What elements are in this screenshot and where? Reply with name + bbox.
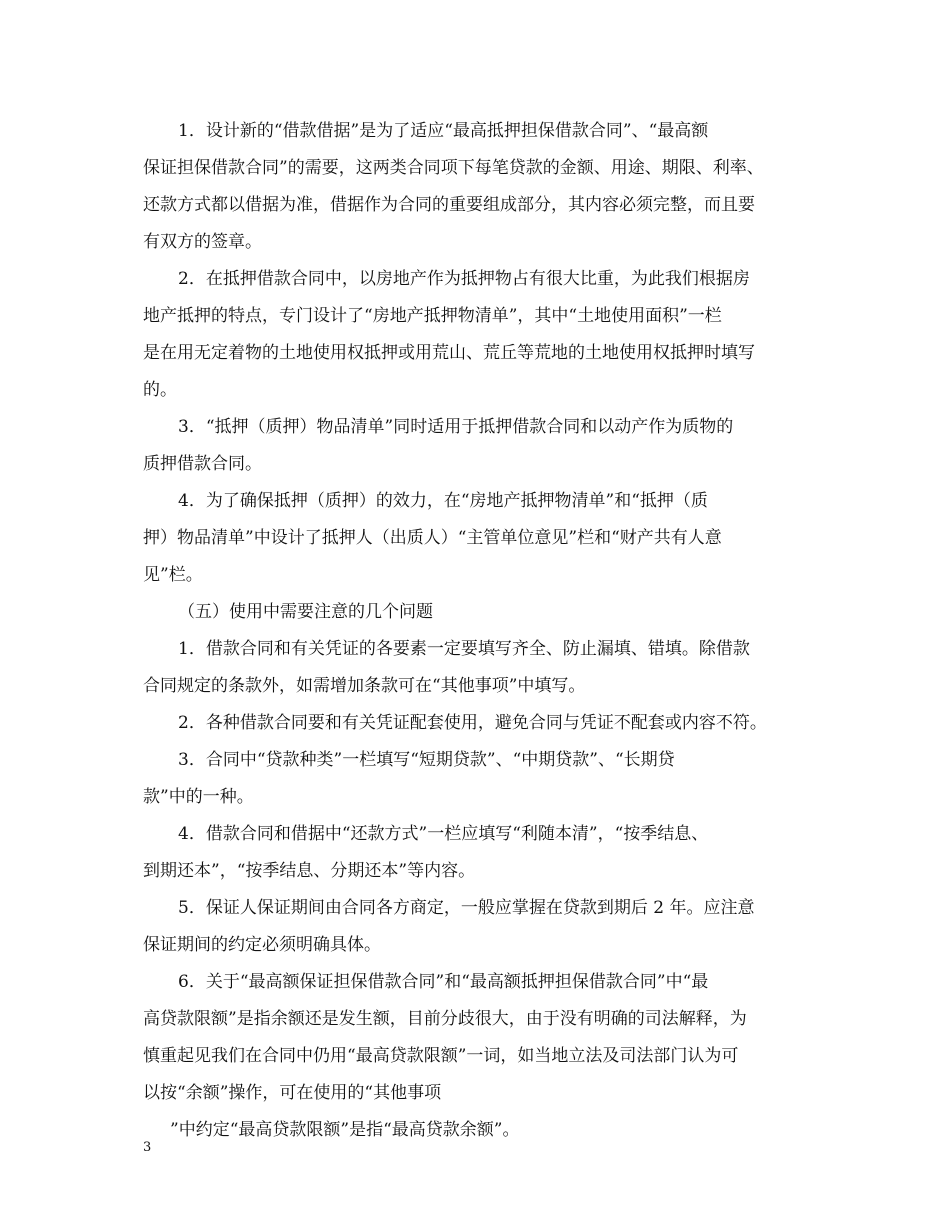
text-line: 2．在抵押借款合同中，以房地产作为抵押物占有很大比重，为此我们根据房: [178, 269, 750, 289]
text-line: 高贷款限额”是指余额还是发生额，目前分歧很大，由于没有明确的司法解释，为: [143, 1009, 747, 1029]
text-line: 到期还本”，“按季结息、分期还本”等内容。: [143, 861, 476, 881]
text-line: 的。: [143, 380, 177, 400]
page-number: 3: [143, 1140, 152, 1155]
text-line: 地产抵押的特点，专门设计了“房地产抵押物清单”，其中“土地使用面积”一栏: [143, 306, 722, 326]
text-line: 3．“抵押（质押）物品清单”同时适用于抵押借款合同和以动产作为质物的: [178, 417, 734, 437]
text-line: 还款方式都以借据为准，借据作为合同的重要组成部分，其内容必须完整，而且要: [143, 195, 755, 215]
text-line: 见”栏。: [143, 565, 203, 585]
section-heading: （五）使用中需要注意的几个问题: [178, 602, 433, 622]
text-line: 6．关于“最高额保证担保借款合同”和“最高额抵押担保借款合同”中“最: [178, 972, 709, 992]
text-line: 3．合同中“贷款种类”一栏填写“短期贷款”、“中期贷款”、“长期贷: [178, 750, 675, 770]
text-line: 5．保证人保证期间由合同各方商定，一般应掌握在贷款到期后 2 年。应注意: [178, 898, 755, 918]
text-line: 慎重起见我们在合同中仍用“最高贷款限额”一词，如当地立法及司法部门认为可: [143, 1046, 739, 1066]
text-line: 款”中的一种。: [143, 787, 254, 807]
text-line: 1．借款合同和有关凭证的各要素一定要填写齐全、防止漏填、错填。除借款: [178, 639, 750, 659]
text-line: 押）物品清单”中设计了抵押人（出质人）“主管单位意见”栏和“财产共有人意: [143, 528, 722, 548]
text-line: 4．借款合同和借据中“还款方式”一栏应填写“利随本清”，“按季结息、: [178, 824, 709, 844]
text-line: ”中约定“最高贷款限额”是指“最高贷款余额”。: [170, 1120, 520, 1140]
text-line: 2．各种借款合同要和有关凭证配套使用，避免合同与凭证不配套或内容不符。: [178, 713, 767, 733]
text-line: 以按“余额”操作，可在使用的“其他事项: [143, 1083, 442, 1103]
text-line: 保证担保借款合同”的需要，这两类合同项下每笔贷款的金额、用途、期限、利率、: [143, 158, 764, 178]
text-line: 质押借款合同。: [143, 454, 262, 474]
text-line: 保证期间的约定必须明确具体。: [143, 935, 381, 955]
text-line: 有双方的签章。: [143, 232, 262, 252]
text-line: 1．设计新的“借款借据”是为了适应“最高抵押担保借款合同”、“最高额: [178, 121, 709, 141]
text-line: 4．为了确保抵押（质押）的效力，在“房地产抵押物清单”和“抵押（质: [178, 491, 708, 511]
text-line: 合同规定的条款外，如需增加条款可在“其他事项”中填写。: [143, 676, 586, 696]
text-line: 是在用无定着物的土地使用权抵押或用荒山、荒丘等荒地的土地使用权抵押时填写: [143, 343, 755, 363]
